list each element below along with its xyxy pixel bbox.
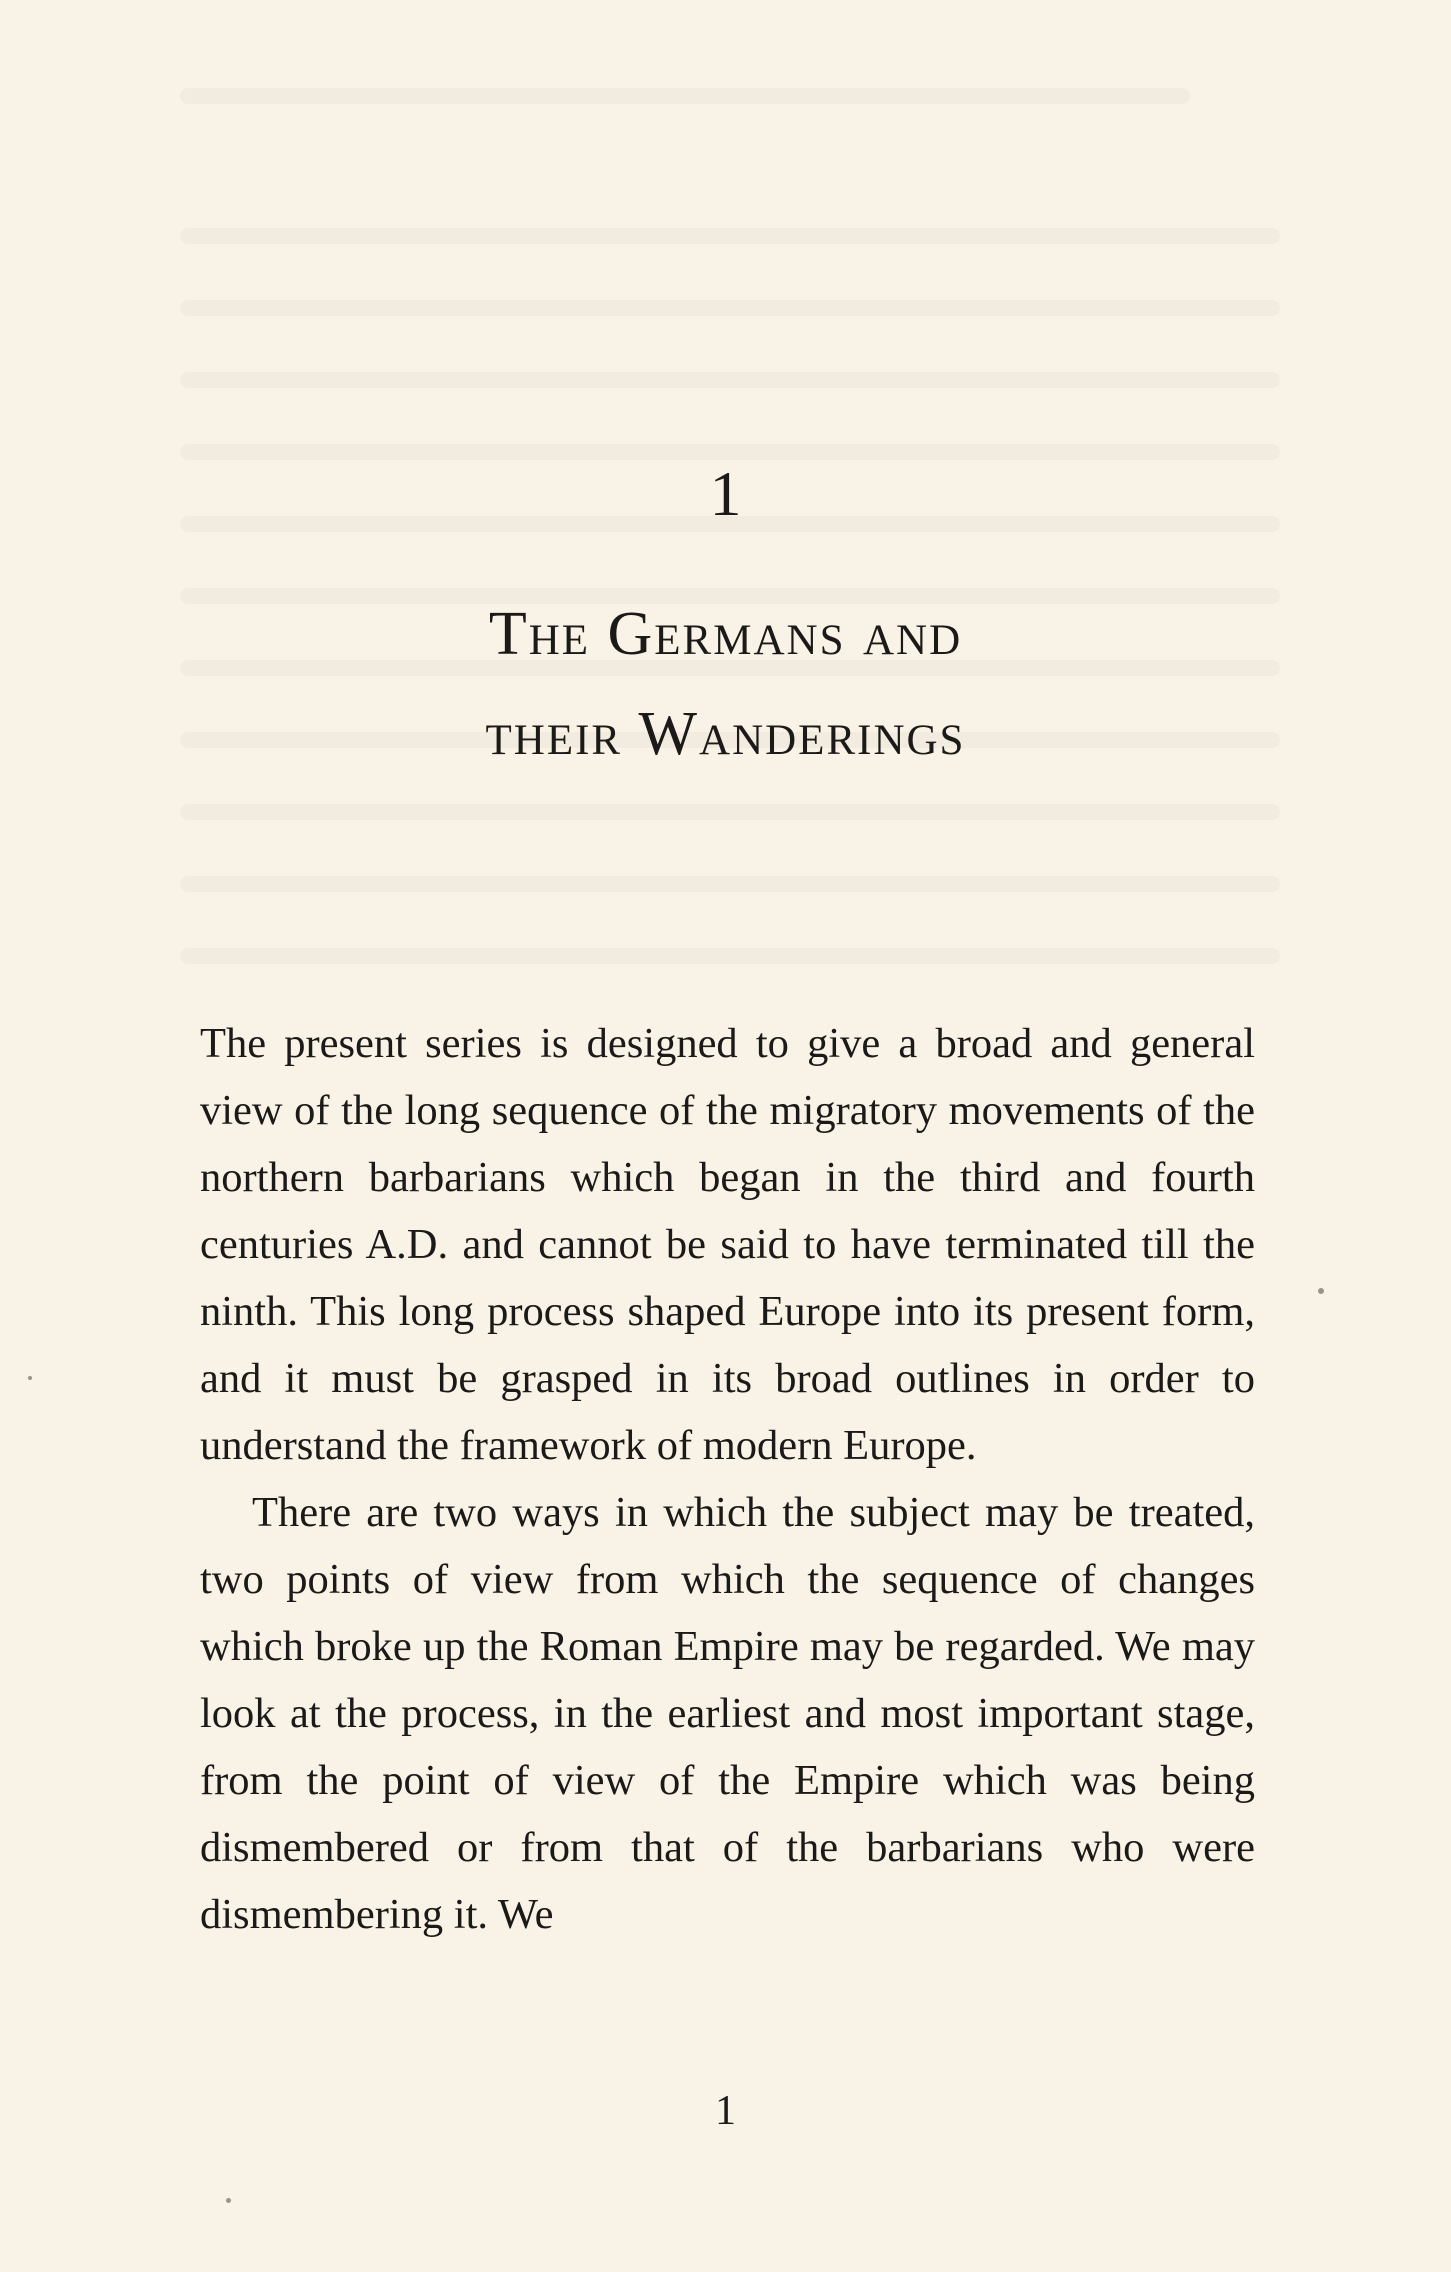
paragraph: There are two ways in which the subject may be treated, two points of view from which the sequence of changes which broke up the Roman Empire may be regarded. We may look at the process, in the earliest and most important stage, from the point of view of the Empire which was being dismembered or from that of the barbarians who were dismembering it. We xyxy=(200,1489,1255,1938)
paragraph: The present series is designed to give a broad and general view of the long sequence of the migratory movements of the northern barbarians which began in the third and fourth centuries A.D. and cannot be said to have terminated till the ninth. This long process shaped Europe into its present form, and it must be grasped in its broad outlines in order to understand the framework of modern Europe. xyxy=(200,1020,1255,1469)
paper-speck xyxy=(28,1376,32,1380)
chapter-title xyxy=(0,584,1451,784)
body-text xyxy=(200,1010,1255,1948)
chapter-title-line: The Germans and xyxy=(488,600,963,668)
chapter-title-line: their Wanderings xyxy=(485,700,966,768)
paper-speck xyxy=(1318,1288,1324,1294)
paper-speck xyxy=(226,2198,231,2203)
page-number: 1 xyxy=(715,2088,736,2134)
chapter-number: 1 xyxy=(709,458,742,529)
